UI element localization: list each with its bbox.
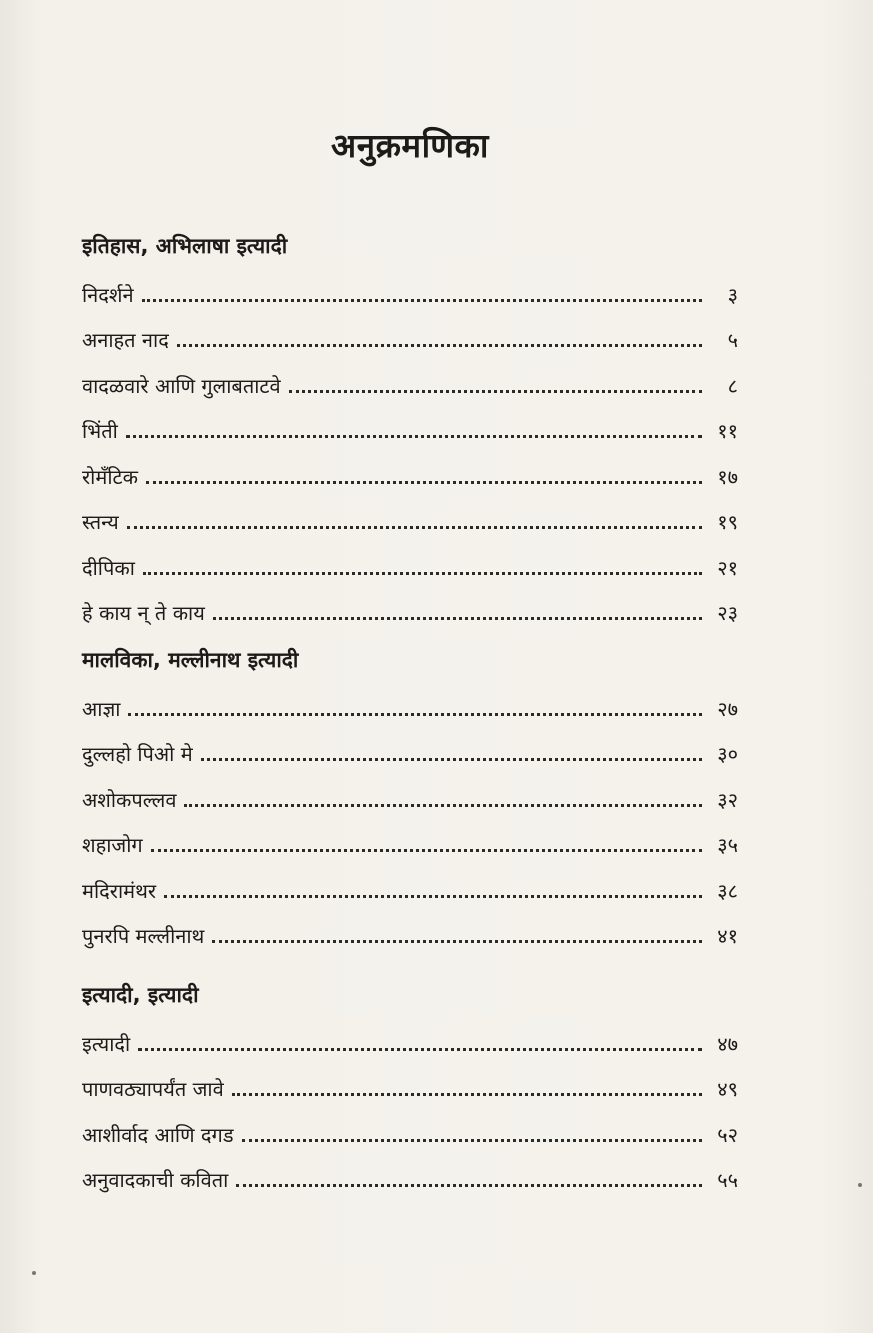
dot-leader (143, 572, 702, 575)
dot-leader (126, 435, 702, 438)
entry-title: रोमँटिक (82, 464, 138, 489)
entry-page-number: ५ (727, 328, 738, 352)
entry-page-number: ८ (727, 373, 738, 398)
entry-title: भिंती (82, 419, 118, 443)
entry-title: पुनरपि मल्लीनाथ (82, 924, 205, 948)
section-heading: इतिहास, अभिलाषा इत्यादी (82, 234, 288, 258)
entry-title: मदिरामंथर (82, 878, 157, 903)
dot-leader (128, 713, 702, 716)
toc-entry (82, 494, 738, 540)
entry-page-number: ३ (727, 282, 738, 307)
entry-title: पाणवठ्यापर्यंत जावे (82, 1077, 224, 1101)
entry-title: अनुवादकाची कविता (82, 1168, 229, 1192)
toc-entry (82, 1015, 738, 1061)
dot-leader (184, 804, 702, 807)
toc-entry (82, 680, 738, 726)
entry-page-number: २१ (717, 555, 738, 580)
entry-title: इत्यादी (82, 1031, 131, 1056)
entry-page-number: ४७ (717, 1031, 738, 1056)
entry-page-number: २७ (717, 696, 738, 721)
entry-page-number: ३२ (717, 787, 738, 812)
page-title: अनुक्रमणिका (331, 126, 489, 165)
entry-title: अशोकपल्लव (82, 787, 177, 812)
dot-leader (151, 849, 702, 852)
dot-leader (138, 1048, 702, 1051)
toc-entry (82, 403, 738, 449)
dot-leader (127, 526, 702, 529)
toc-section (82, 975, 738, 1197)
toc-entry (82, 585, 738, 631)
toc-entry (82, 448, 738, 494)
toc-entry (82, 1152, 738, 1198)
entry-title: दीपिका (82, 555, 135, 580)
dot-leader (164, 895, 702, 898)
toc-entry (82, 1061, 738, 1107)
dot-leader (146, 481, 702, 484)
entry-page-number: ४१ (717, 924, 738, 948)
entry-title: स्तन्य (82, 510, 119, 534)
toc-entry (82, 539, 738, 585)
toc-entry (82, 771, 738, 817)
dot-leader (142, 299, 702, 302)
entry-title: वादळवारे आणि गुलाबताटवे (82, 373, 281, 398)
toc-entry (82, 312, 738, 358)
dot-leader (232, 1093, 702, 1096)
entry-title: अनाहत नाद (82, 328, 169, 352)
entry-title: शहाजोग (82, 833, 143, 857)
toc-entry (82, 726, 738, 772)
entry-page-number: ३० (717, 742, 738, 766)
entry-page-number: ३५ (717, 833, 738, 857)
entry-title: आशीर्वाद आणि दगड (82, 1122, 234, 1147)
section-heading: इत्यादी, इत्यादी (82, 983, 199, 1007)
entry-page-number: ४९ (717, 1077, 738, 1101)
paper-speck (858, 1183, 862, 1187)
paper-speck (32, 1271, 36, 1275)
entry-title: निदर्शने (82, 282, 134, 307)
entry-page-number: १७ (717, 464, 738, 489)
dot-leader (236, 1184, 702, 1187)
entry-title: आज्ञा (82, 696, 121, 721)
dot-leader (177, 344, 702, 347)
toc-section (82, 640, 738, 953)
toc-entry (82, 908, 738, 954)
toc-entry (82, 862, 738, 908)
toc-section (82, 226, 738, 630)
entry-page-number: २३ (717, 601, 738, 625)
toc-entry (82, 817, 738, 863)
entry-page-number: ५५ (717, 1168, 738, 1192)
dot-leader (242, 1139, 702, 1142)
entry-page-number: ११ (717, 419, 738, 443)
toc-entry (82, 266, 738, 312)
dot-leader (213, 617, 702, 620)
dot-leader (289, 390, 702, 393)
entry-page-number: ३८ (717, 878, 738, 903)
toc-entry (82, 357, 738, 403)
entry-page-number: १९ (717, 510, 738, 534)
entry-title: दुल्लहो पिओ मे (82, 742, 193, 766)
dot-leader (212, 940, 702, 943)
entry-page-number: ५२ (717, 1122, 738, 1147)
section-heading: मालविका, मल्लीनाथ इत्यादी (82, 648, 299, 672)
entry-title: हे काय न् ते काय (82, 601, 205, 625)
dot-leader (201, 758, 702, 761)
toc-entry (82, 1106, 738, 1152)
